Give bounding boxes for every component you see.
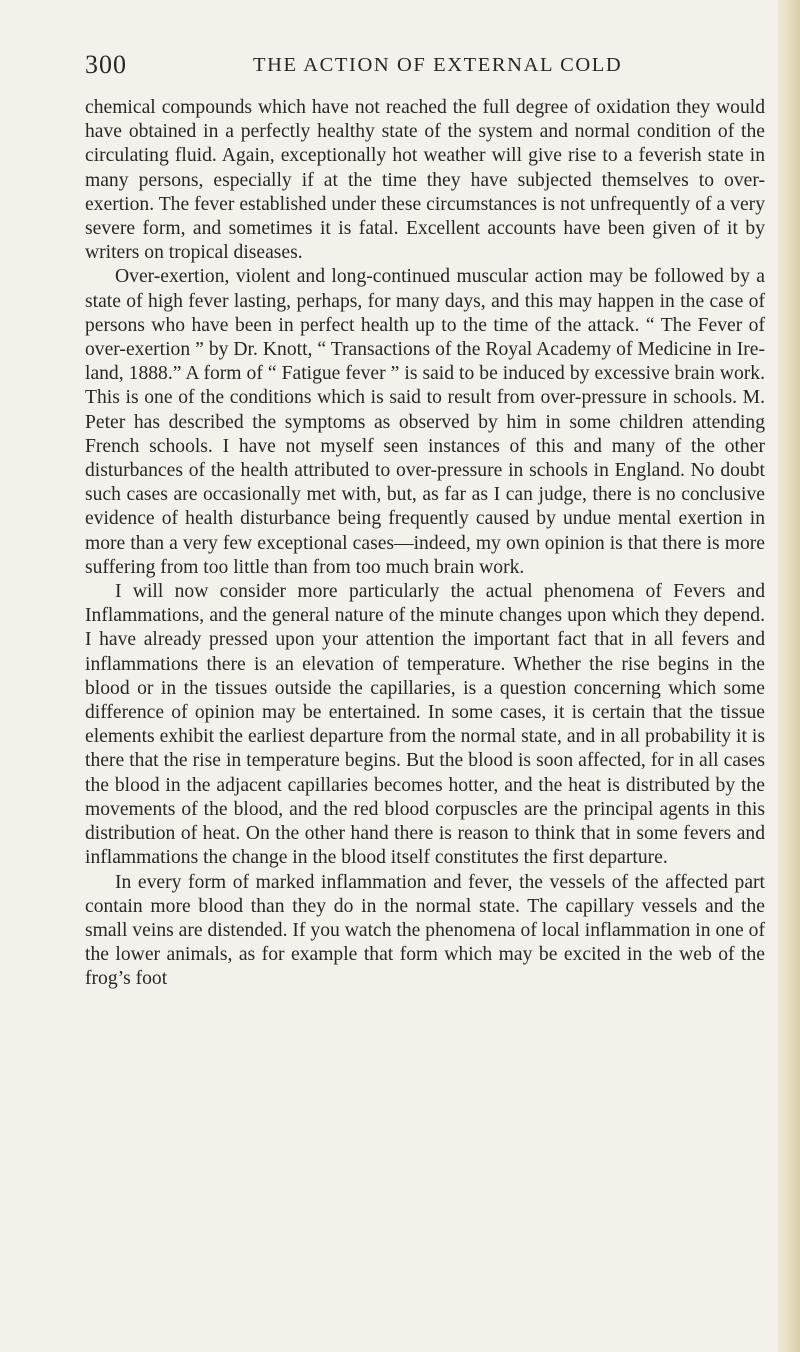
running-head: THE ACTION OF EXTERNAL COLD (253, 54, 623, 76)
page-edge-shadow (778, 0, 800, 1352)
paragraph-3: I will now consider more particularly the actual phenomena of Fevers and Inflammations, and the general nature of the minute changes upon which they depend. I have already pressed upon your attention the important fact that in all fevers and inflammations there is an elevation of temperature. Whether the rise begins in the blood or in the tissues outside the capillaries, is a question concerning which some difference of opinion may be entertained. In some cases, it is certain that the tissue elements exhibit the earliest departure from the normal state, and in all probability it is there that the rise in temperature begins. But the blood is soon affected, for in all cases the blood in the adjacent capillaries becomes hotter, and the heat is distributed by the movements of the blood, and the red blood corpuscles are the principal agents in this distribution of heat. On the other hand there is reason to think that in some fevers and inflammations the change in the blood itself constitutes the first departure. (85, 581, 765, 869)
page-header (85, 50, 745, 84)
paragraph-4: In every form of marked inflammation and fever, the vessels of the affected part contain more blood than they do in the normal state. The capillary vessels and the small veins are distended. If you watch the phenomena of local inflammation in one of the lower animals, as for example that form which may be excited in the web of the frog’s foot (85, 871, 765, 990)
body-text (85, 96, 765, 992)
paragraph-1: chemical compounds which have not reached the full degree of oxidation they would have obtained in a perfectly healthy state of the system and normal condition of the circulating fluid. Again, exceptionally hot weather will give rise to a feverish state in many persons, especially if at the time they have subjected themselves to over-exertion. The fever established under these circumstances is not unfrequently of a very severe form, and sometimes it is fatal. Excellent accounts have been given of it by writers on tropical diseases. (85, 97, 765, 264)
page-number: 300 (85, 50, 127, 79)
paragraph-2: Over-exertion, violent and long-continued muscular action may be followed by a state of high fever lasting, perhaps, for many days, and this may happen in the case of persons who have been in perfect health up to the time of the attack. “ The Fever of over-exertion ” by Dr. Knott, “ Transactions of the Royal Academy of Medicine in Ireland, 1888.” A form of “ Fatigue fever ” is said to be induced by excessive brain work. This is one of the conditions which is said to result from over-pressure in schools. M. Peter has described the symptoms as observed by him in some children attending French schools. I have not myself seen instances of this and many of the other disturbances of the health attributed to over-pressure in schools in England. No doubt such cases are occasionally met with, but, as far as I can judge, there is no conclusive evidence of health disturbance being frequently caused by undue mental exertion in more than a very few exceptional cases—indeed, my own opinion is that there is more suffering from too little than from too much brain work. (85, 266, 765, 578)
